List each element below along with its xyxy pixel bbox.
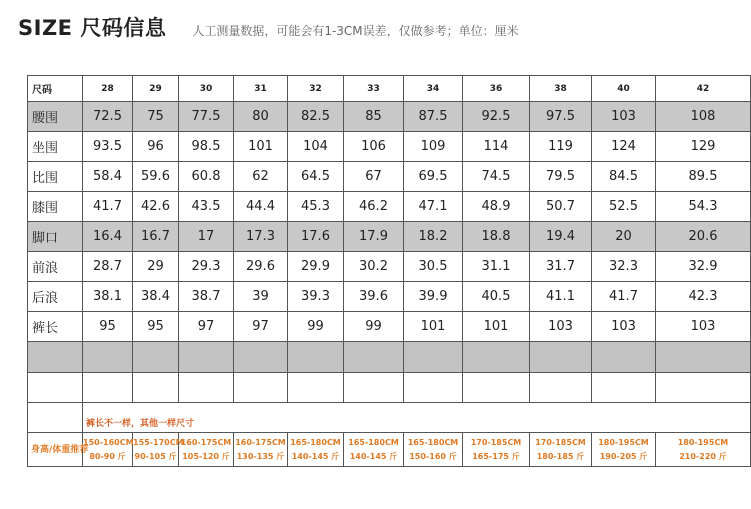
table-cell: 41.1 <box>530 282 592 312</box>
table-cell: 96 <box>133 132 179 162</box>
table-cell: 101 <box>234 132 288 162</box>
table-cell: 95 <box>83 312 133 342</box>
size-header-cell: 32 <box>288 76 344 102</box>
table-cell: 114 <box>463 132 530 162</box>
row-label: 腰围 <box>28 102 83 132</box>
row-label: 裤长 <box>28 312 83 342</box>
table-cell: 62 <box>234 162 288 192</box>
table-cell: 52.5 <box>592 192 656 222</box>
recommend-height: 150-160CM <box>83 437 134 447</box>
table-cell: 99 <box>288 312 344 342</box>
recommend-cell <box>404 433 463 467</box>
empty-cell <box>404 342 463 373</box>
recommend-weight: 80-90 斤 <box>89 451 126 461</box>
table-cell: 39 <box>234 282 288 312</box>
table-cell: 124 <box>592 132 656 162</box>
size-header-cell: 30 <box>179 76 234 102</box>
table-cell: 108 <box>656 102 751 132</box>
table-cell: 17.9 <box>344 222 404 252</box>
empty-cell <box>592 342 656 373</box>
empty-cell <box>463 373 530 403</box>
recommend-cell <box>592 433 656 467</box>
table-cell: 72.5 <box>83 102 133 132</box>
table-cell: 38.1 <box>83 282 133 312</box>
empty-cell <box>28 373 83 403</box>
table-row <box>28 162 751 192</box>
gray-separator-row <box>28 342 751 373</box>
empty-cell <box>344 342 404 373</box>
table-cell: 42.6 <box>133 192 179 222</box>
row-label: 前浪 <box>28 252 83 282</box>
table-cell: 97.5 <box>530 102 592 132</box>
empty-cell <box>83 342 133 373</box>
row-label: 坐围 <box>28 132 83 162</box>
table-cell: 46.2 <box>344 192 404 222</box>
table-cell: 42.3 <box>656 282 751 312</box>
table-row <box>28 132 751 162</box>
table-cell: 45.3 <box>288 192 344 222</box>
row-label: 比围 <box>28 162 83 192</box>
table-cell: 50.7 <box>530 192 592 222</box>
table-row <box>28 282 751 312</box>
empty-cell <box>234 342 288 373</box>
recommend-label: 身高/体重推荐 <box>28 433 83 467</box>
recommend-height: 170-185CM <box>535 437 586 447</box>
table-cell: 106 <box>344 132 404 162</box>
table-cell: 18.2 <box>404 222 463 252</box>
recommend-cell <box>463 433 530 467</box>
size-header-cell: 31 <box>234 76 288 102</box>
table-cell: 44.4 <box>234 192 288 222</box>
table-cell: 48.9 <box>463 192 530 222</box>
recommend-weight: 140-145 斤 <box>291 451 340 461</box>
corner-label: 尺码 <box>28 76 83 102</box>
table-cell: 40.5 <box>463 282 530 312</box>
table-cell: 103 <box>530 312 592 342</box>
table-cell: 84.5 <box>592 162 656 192</box>
recommend-weight: 130-135 斤 <box>236 451 285 461</box>
table-cell: 32.9 <box>656 252 751 282</box>
recommend-height: 165-180CM <box>290 437 341 447</box>
table-cell: 97 <box>234 312 288 342</box>
table-cell: 101 <box>404 312 463 342</box>
recommend-cell <box>344 433 404 467</box>
size-header-cell: 29 <box>133 76 179 102</box>
blank-row <box>28 373 751 403</box>
empty-cell <box>133 342 179 373</box>
recommend-weight: 150-160 斤 <box>409 451 457 461</box>
empty-cell <box>404 373 463 403</box>
table-cell: 32.3 <box>592 252 656 282</box>
size-header-cell: 42 <box>656 76 751 102</box>
table-cell: 67 <box>344 162 404 192</box>
empty-cell <box>288 373 344 403</box>
page-header <box>18 12 519 42</box>
table-row <box>28 312 751 342</box>
recommend-height: 170-185CM <box>470 437 522 447</box>
row-label: 膝围 <box>28 192 83 222</box>
empty-cell <box>179 342 234 373</box>
table-row <box>28 192 751 222</box>
length-note: 裤长不一样，其他一样尺寸 <box>86 419 195 429</box>
recommend-cell <box>656 433 751 467</box>
table-cell: 79.5 <box>530 162 592 192</box>
empty-cell <box>28 403 83 433</box>
empty-cell <box>179 373 234 403</box>
table-cell: 28.7 <box>83 252 133 282</box>
recommend-height: 180-195CM <box>677 437 729 447</box>
table-cell: 59.6 <box>133 162 179 192</box>
table-cell: 82.5 <box>288 102 344 132</box>
table-cell: 17.3 <box>234 222 288 252</box>
table-cell: 43.5 <box>179 192 234 222</box>
size-chart-table <box>27 75 751 467</box>
table-cell: 29.3 <box>179 252 234 282</box>
table-cell: 92.5 <box>463 102 530 132</box>
table-cell: 95 <box>133 312 179 342</box>
table-cell: 80 <box>234 102 288 132</box>
table-cell: 18.8 <box>463 222 530 252</box>
table-cell: 30.2 <box>344 252 404 282</box>
size-header-cell: 34 <box>404 76 463 102</box>
size-header-row <box>28 76 751 102</box>
table-cell: 58.4 <box>83 162 133 192</box>
table-cell: 85 <box>344 102 404 132</box>
table-cell: 54.3 <box>656 192 751 222</box>
size-header-cell: 36 <box>463 76 530 102</box>
recommend-height: 165-180CM <box>407 437 459 447</box>
recommend-weight: 165-175 斤 <box>472 451 520 461</box>
recommend-height: 155-170CM <box>133 437 184 447</box>
table-cell: 98.5 <box>179 132 234 162</box>
table-cell: 31.1 <box>463 252 530 282</box>
row-label: 后浪 <box>28 282 83 312</box>
table-cell: 77.5 <box>179 102 234 132</box>
empty-cell <box>530 373 592 403</box>
page-title: SIZE 尺码信息 <box>18 16 167 40</box>
table-cell: 19.4 <box>530 222 592 252</box>
table-cell: 16.4 <box>83 222 133 252</box>
recommend-cell <box>234 433 288 467</box>
table-cell: 97 <box>179 312 234 342</box>
table-cell: 17 <box>179 222 234 252</box>
table-cell: 60.8 <box>179 162 234 192</box>
recommend-weight: 180-185 斤 <box>536 451 585 461</box>
recommend-weight: 140-145 斤 <box>349 451 398 461</box>
recommend-row <box>28 433 751 467</box>
table-cell: 31.7 <box>530 252 592 282</box>
table-cell: 103 <box>592 102 656 132</box>
table-cell: 29 <box>133 252 179 282</box>
empty-cell <box>28 342 83 373</box>
size-header-cell: 28 <box>83 76 133 102</box>
table-cell: 103 <box>656 312 751 342</box>
empty-cell <box>234 373 288 403</box>
table-row <box>28 102 751 132</box>
table-cell: 47.1 <box>404 192 463 222</box>
table-cell: 89.5 <box>656 162 751 192</box>
table-cell: 41.7 <box>592 282 656 312</box>
table-cell: 103 <box>592 312 656 342</box>
empty-cell <box>83 373 133 403</box>
table-cell: 39.9 <box>404 282 463 312</box>
empty-cell <box>530 342 592 373</box>
table-cell: 30.5 <box>404 252 463 282</box>
table-cell: 17.6 <box>288 222 344 252</box>
empty-cell <box>656 373 751 403</box>
recommend-cell <box>530 433 592 467</box>
table-cell: 104 <box>288 132 344 162</box>
empty-cell <box>344 373 404 403</box>
table-cell: 29.9 <box>288 252 344 282</box>
table-row <box>28 222 751 252</box>
row-label: 脚口 <box>28 222 83 252</box>
empty-cell <box>592 373 656 403</box>
recommend-height: 160-175CM <box>180 437 232 447</box>
empty-cell <box>463 342 530 373</box>
table-cell: 29.6 <box>234 252 288 282</box>
table-row <box>28 252 751 282</box>
recommend-cell <box>133 433 184 467</box>
table-cell: 39.3 <box>288 282 344 312</box>
recommend-cell <box>288 433 344 467</box>
size-header-cell: 33 <box>344 76 404 102</box>
recommend-height: 165-180CM <box>348 437 399 447</box>
empty-cell <box>133 373 179 403</box>
table-cell: 129 <box>656 132 751 162</box>
recommend-cell <box>83 433 133 467</box>
recommend-height: 180-195CM <box>598 437 649 447</box>
table-cell: 41.7 <box>83 192 133 222</box>
table-cell: 39.6 <box>344 282 404 312</box>
table-cell: 38.4 <box>133 282 179 312</box>
table-cell: 87.5 <box>404 102 463 132</box>
table-cell: 119 <box>530 132 592 162</box>
size-header-cell: 38 <box>530 76 592 102</box>
table-cell: 38.7 <box>179 282 234 312</box>
table-cell: 109 <box>404 132 463 162</box>
empty-cell <box>288 342 344 373</box>
table-cell: 93.5 <box>83 132 133 162</box>
size-header-cell: 40 <box>592 76 656 102</box>
page-subtitle: 人工测量数据，可能会有1-3CM误差，仅做参考；单位：厘米 <box>192 24 519 38</box>
table-cell: 101 <box>463 312 530 342</box>
recommend-weight: 90-105 斤 <box>134 451 177 461</box>
recommend-weight: 190-205 斤 <box>599 451 648 461</box>
empty-cell <box>656 342 751 373</box>
recommend-height: 160-175CM <box>235 437 286 447</box>
table-cell: 64.5 <box>288 162 344 192</box>
recommend-weight: 210-220 斤 <box>679 451 727 461</box>
table-cell: 20.6 <box>656 222 751 252</box>
table-cell: 16.7 <box>133 222 179 252</box>
table-cell: 69.5 <box>404 162 463 192</box>
table-cell: 75 <box>133 102 179 132</box>
recommend-weight: 105-120 斤 <box>182 451 230 461</box>
recommend-cell <box>179 433 234 467</box>
table-cell: 99 <box>344 312 404 342</box>
table-cell: 74.5 <box>463 162 530 192</box>
table-cell: 20 <box>592 222 656 252</box>
